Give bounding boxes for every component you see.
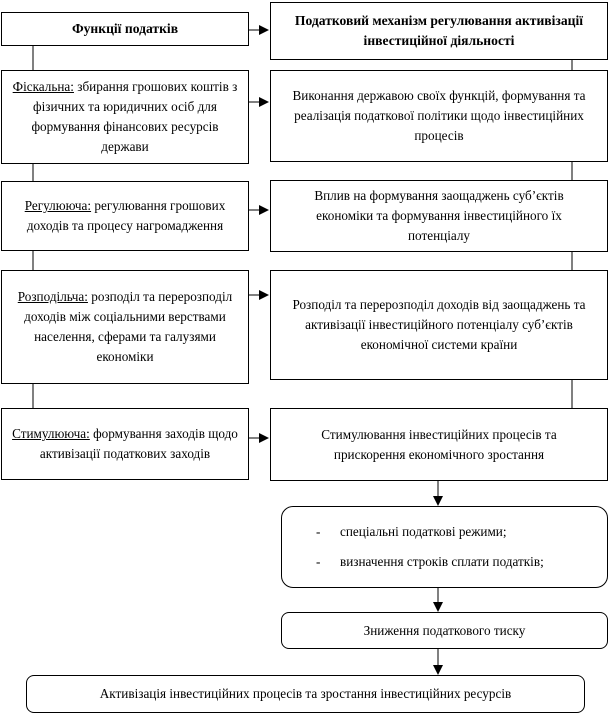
fiscal-function-name: Фіскальна: <box>12 79 74 94</box>
stimulating-function-description: формування заходів щодо активізації податкових заходів <box>39 426 238 461</box>
regulatory-function-description: регулювання грошових доходів та процесу нагромадження <box>26 198 226 233</box>
tax-pressure-text: Зниження податкового тиску <box>363 622 526 638</box>
right-header-box <box>270 2 608 60</box>
right-header: Податковий механізм регулювання активізації інвестиційної діяльності <box>294 13 584 48</box>
measure-text-1: спеціальні податкові режими; <box>340 524 507 539</box>
distributive-effect: Розподіл та перерозподіл доходів від заощаджень та активізації інвестиційного потенціалу суб’єктів економічної системи країни <box>292 297 586 352</box>
measure-bullet: - <box>316 524 321 539</box>
regulatory-function-name: Регулююча: <box>24 198 92 213</box>
distributive-function-name: Розподільча: <box>17 289 88 304</box>
measure-text-2: визначення строків сплати податків; <box>340 554 544 569</box>
regulatory-effect-box <box>270 180 608 252</box>
tax-measures-box <box>281 506 608 588</box>
measure-bullet: - <box>316 554 321 569</box>
tax-pressure-box <box>281 612 608 649</box>
result-text: Активізація інвестиційних процесів та зростання інвестиційних ресурсів <box>99 686 512 701</box>
fiscal-function-box <box>1 70 249 164</box>
distributive-function-box <box>1 270 249 384</box>
regulatory-function-box <box>1 181 249 251</box>
result-box <box>26 675 585 713</box>
stimulating-effect: Стимулювання інвестиційних процесів та прискорення економічного зростання <box>321 426 557 462</box>
stimulating-effect-box <box>270 408 608 481</box>
measure-item-1 <box>316 522 507 542</box>
distributive-function-description: розподіл та перерозподіл доходів між соціальними верствами населення, сферами та галузями економіки <box>24 289 233 364</box>
measure-item-2 <box>316 552 544 572</box>
fiscal-effect: Виконання державою своїх функцій, формування та реалізація податкової політики щодо інвестиційних процесів <box>292 88 586 143</box>
stimulating-function-box <box>1 408 249 480</box>
fiscal-effect-box <box>270 70 608 162</box>
left-header: Функції податків <box>71 21 179 36</box>
fiscal-function-description: збирання грошових коштів з фізичних та юридичних осіб для формування фінансових ресурсів держави <box>31 79 238 154</box>
distributive-effect-box <box>270 270 608 380</box>
left-header-box <box>1 12 249 46</box>
stimulating-function-name: Стимулююча: <box>12 426 90 441</box>
regulatory-effect: Вплив на формування заощаджень суб’єктів економіки та формування інвестиційного їх потенціалу <box>314 188 564 243</box>
